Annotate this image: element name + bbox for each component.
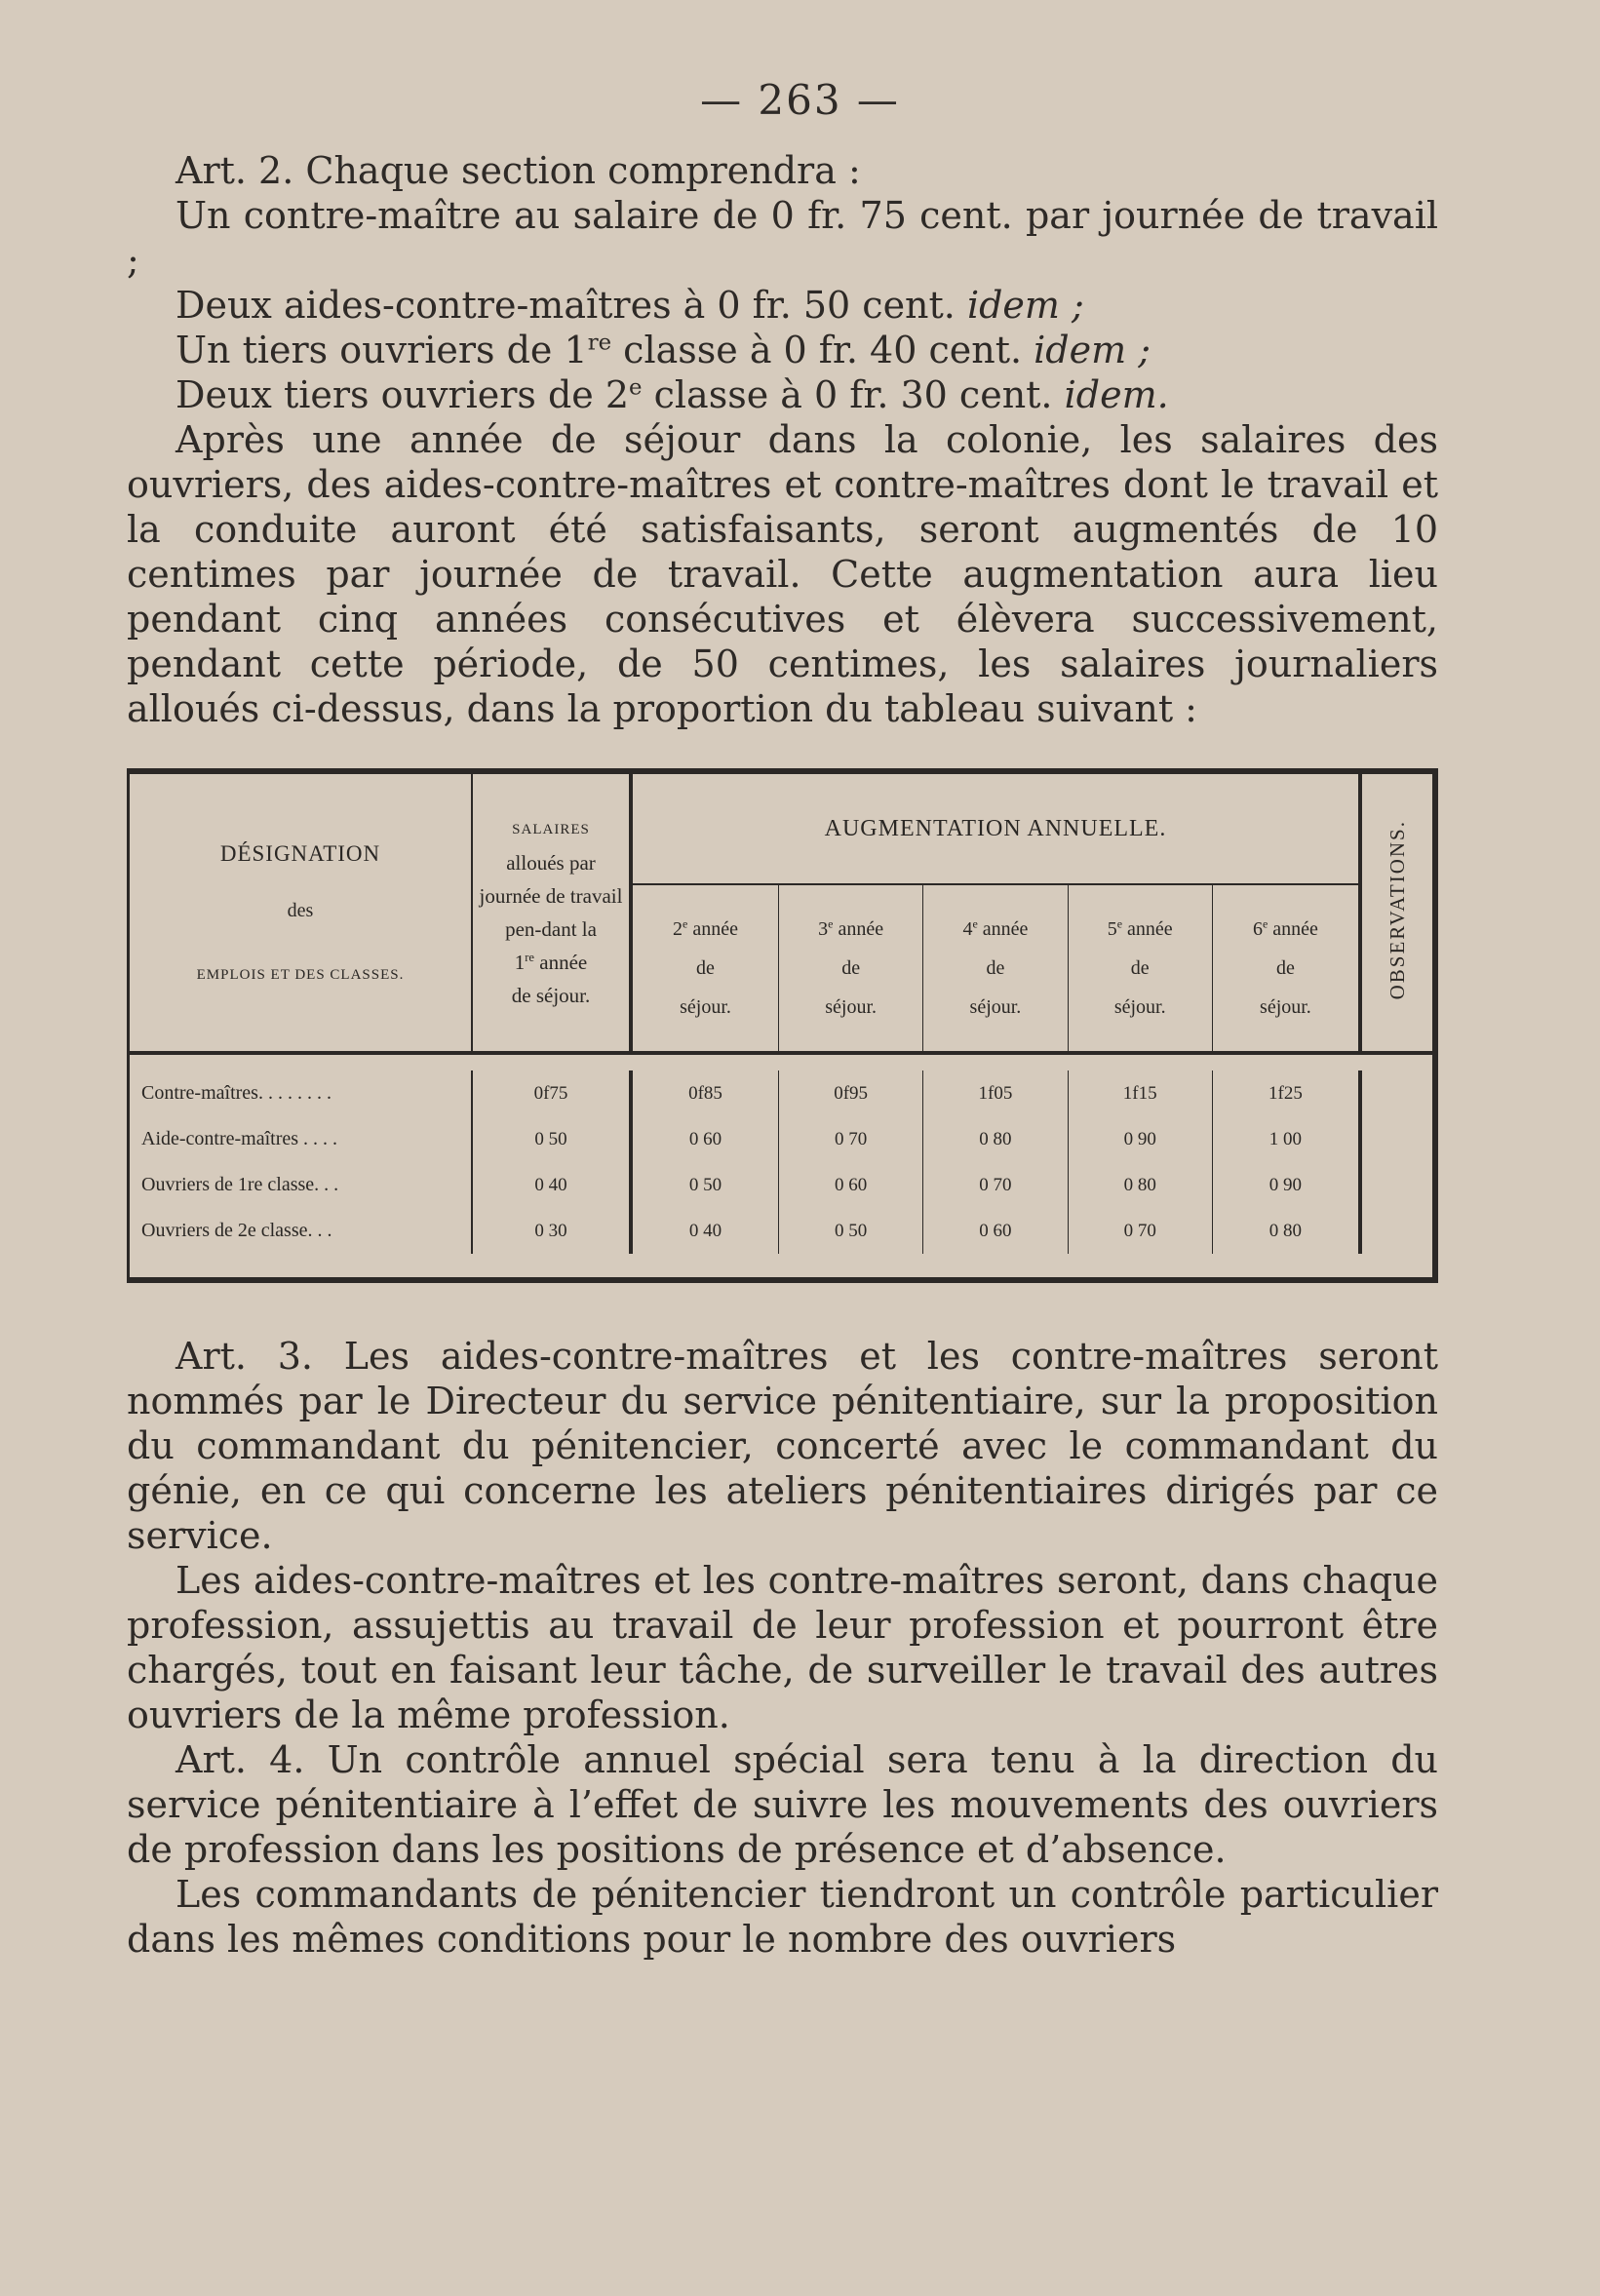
text-idem: idem ; (1034, 329, 1151, 371)
paragraph-augmentation: Après une année de séjour dans la colonie, les salaires des ouvriers, des aides-contre-maîtres et contre-maîtres dont le travail et la conduite auront été satisfaisants, seront augmentés de 10 centimes par journée de travail. Cette augmentation aura lieu pendant cinq années consécutives et élèvera successivement, pendant cette période, de 50 centimes, les salaires journaliers alloués ci-dessus, dans la proportion du tableau suivant : (127, 418, 1438, 730)
row-designation: Aide-contre-maîtres . . . . (141, 1128, 338, 1149)
year-label: année (1268, 918, 1318, 940)
header-year-3 (779, 884, 923, 1053)
header-salaires-title: SALAIRES (512, 822, 590, 837)
padding-cell (129, 1254, 1436, 1280)
header-salaires-year-num: 1 (514, 951, 526, 974)
text-idem: idem. (1064, 373, 1169, 416)
header-salaires (472, 771, 631, 1053)
row-designation: Ouvriers de 1re classe. . . (141, 1174, 339, 1195)
row-designation: Contre-maîtres. . . . . . . . (141, 1082, 332, 1104)
row-year-6: 0 80 (1212, 1208, 1360, 1254)
header-observations (1360, 771, 1435, 1053)
row-observations (1360, 1116, 1435, 1162)
table-separator (129, 1053, 1436, 1070)
row-designation: Ouvriers de 2e classe. . . (141, 1220, 332, 1241)
separator-cell (129, 1053, 1436, 1070)
row-year-5: 0 80 (1068, 1162, 1212, 1208)
year-num: 6 (1252, 918, 1263, 940)
header-year-4 (923, 884, 1068, 1053)
header-salaires-year (474, 946, 628, 979)
row-year-2: 0 40 (688, 1220, 722, 1241)
row-year-6: 0 90 (1212, 1162, 1360, 1208)
row-year-3: 0 70 (779, 1116, 923, 1162)
paragraph-aides (127, 283, 1438, 328)
row-year-6: 1f25 (1212, 1070, 1360, 1116)
row-salary: 0 30 (472, 1208, 631, 1254)
text-tiers-1a: Un tiers ouvriers de 1 (176, 329, 588, 371)
paragraph-art2: Art. 2. Chaque section comprendra : (176, 149, 861, 192)
body-text (127, 1334, 1438, 1962)
paragraph-art3: Art. 3. Les aides-contre-maîtres et les contre-maîtres seront nommés par le Directeur du service pénitentiaire, sur la proposition du commandant du pénitencier, concerté avec le commandant du génie, en ce qui concerne les ateliers pénitentiaires dirigés par ce service. (127, 1335, 1438, 1557)
table-row (129, 1162, 1436, 1208)
row-salary: 0 50 (472, 1116, 631, 1162)
year-sup: e (828, 916, 834, 931)
row-year-4: 0 80 (923, 1116, 1068, 1162)
year-sejour: séjour. (680, 996, 731, 1018)
header-designation-sub: EMPLOIS ET DES CLASSES. (196, 967, 405, 983)
sup-re: re (525, 951, 535, 964)
row-year-4: 0 60 (923, 1208, 1068, 1254)
row-year-2: 0 50 (688, 1174, 722, 1195)
row-year-5: 1f15 (1068, 1070, 1212, 1116)
paragraph-assujettis: Les aides-contre-maîtres et les contre-maîtres seront, dans chaque profession, assujettis au travail de leur profession et pourront être chargés, tout en faisant leur tâche, de surveiller le travail des autres ouvriers de la même profession. (127, 1559, 1438, 1736)
table-padding-row (129, 1254, 1436, 1280)
text-tiers-2a: Deux tiers ouvriers de 2 (176, 373, 630, 416)
row-year-3: 0 50 (779, 1208, 923, 1254)
year-label: année (977, 918, 1029, 940)
year-num: 4 (962, 918, 973, 940)
table-row (129, 1208, 1436, 1254)
year-de: de (1130, 957, 1150, 979)
header-designation-des: des (287, 900, 314, 921)
page-number: — 263 — (700, 76, 900, 124)
row-year-6: 1 00 (1212, 1116, 1360, 1162)
paragraph-art4: Art. 4. Un contrôle annuel spécial sera tenu à la direction du service pénitentiaire à l’effet de suivre les mouvements des ouvriers de profession dans les positions de présence et d’absence. (127, 1738, 1438, 1871)
table-row (129, 1116, 1436, 1162)
row-observations (1360, 1208, 1435, 1254)
year-sup: e (972, 916, 978, 931)
text-tiers-1b: classe à 0 fr. 40 cent. (611, 329, 1034, 371)
year-sejour: séjour. (1260, 996, 1311, 1018)
row-observations (1360, 1162, 1435, 1208)
year-sup: e (1116, 916, 1123, 931)
year-sejour: séjour. (825, 996, 878, 1018)
text-idem: idem ; (966, 284, 1084, 327)
header-salaires-year-label: année (534, 951, 588, 974)
header-year-6 (1212, 884, 1360, 1053)
year-sup: e (683, 916, 688, 931)
row-year-3: 0f95 (779, 1070, 923, 1116)
header-designation (129, 771, 473, 1053)
salary-grid (127, 768, 1438, 1283)
sup-e: e (629, 374, 643, 401)
row-year-5: 0 90 (1068, 1116, 1212, 1162)
year-label: année (687, 918, 738, 940)
header-designation-title: DÉSIGNATION (219, 841, 381, 866)
row-year-2: 0f85 (688, 1082, 722, 1104)
year-sejour: séjour. (1113, 996, 1166, 1018)
paragraph-contremaitre: Un contre-maître au salaire de 0 fr. 75 cent. par journée de travail ; (127, 194, 1438, 282)
text-tiers-2b: classe à 0 fr. 30 cent. (642, 373, 1065, 416)
sup-re: re (587, 330, 612, 356)
row-year-4: 0 70 (923, 1162, 1068, 1208)
year-de: de (696, 957, 715, 979)
year-label: année (833, 918, 884, 940)
text-aides: Deux aides-contre-maîtres à 0 fr. 50 cent. (176, 284, 967, 327)
paragraph-tiers-2 (127, 372, 1438, 417)
row-year-2: 0 60 (688, 1128, 722, 1149)
year-num: 5 (1107, 918, 1117, 940)
table-header-row (129, 771, 1436, 884)
paragraph-commandants: Les commandants de pénitencier tiendront un contrôle particulier dans les mêmes conditions pour le nombre des ouvriers (127, 1873, 1438, 1961)
table-row (129, 1070, 1436, 1116)
row-year-4: 1f05 (923, 1070, 1068, 1116)
header-augmentation: AUGMENTATION ANNUELLE. (631, 771, 1360, 884)
header-year-2 (631, 884, 779, 1053)
paragraph-tiers-1 (127, 328, 1438, 372)
year-sejour: séjour. (969, 996, 1022, 1018)
row-year-5: 0 70 (1068, 1208, 1212, 1254)
year-de: de (986, 957, 1005, 979)
year-num: 2 (673, 918, 683, 940)
year-num: 3 (818, 918, 829, 940)
year-de: de (841, 957, 861, 979)
header-year-5 (1068, 884, 1212, 1053)
salary-table (127, 768, 1438, 1297)
header-salaires-sejour: de séjour. (511, 984, 591, 1007)
row-salary: 0f75 (472, 1070, 631, 1116)
row-observations (1360, 1070, 1435, 1116)
year-label: année (1122, 918, 1173, 940)
header-salaires-desc: alloués par journée de travail pen-dant la (479, 851, 623, 941)
year-sup: e (1262, 916, 1268, 931)
row-year-3: 0 60 (779, 1162, 923, 1208)
row-salary: 0 40 (472, 1162, 631, 1208)
header-observations-label: OBSERVATIONS. (1385, 819, 1409, 1000)
year-de: de (1275, 957, 1295, 979)
intro-text (127, 148, 1438, 731)
